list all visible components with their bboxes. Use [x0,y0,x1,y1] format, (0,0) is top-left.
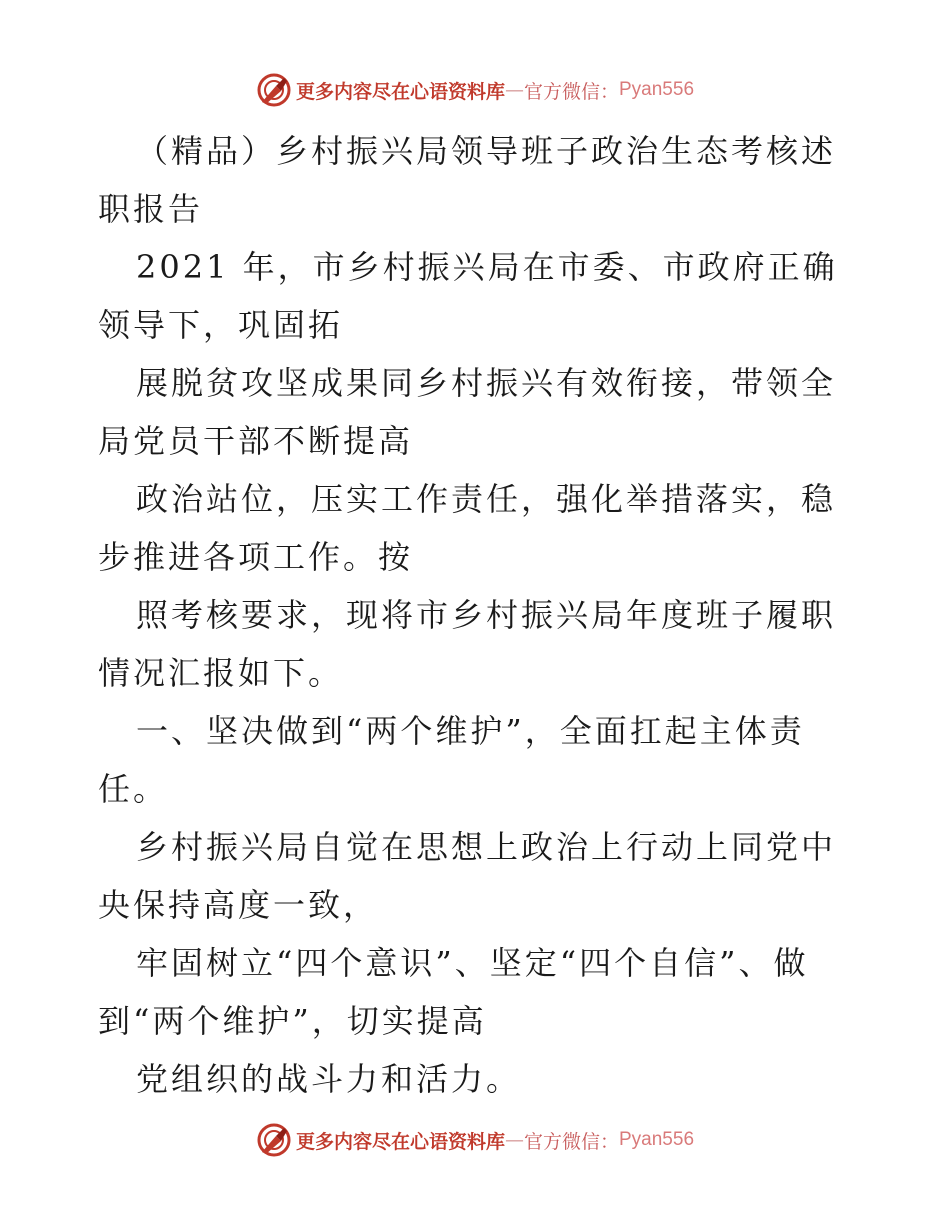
paragraph-8: 党组织的战斗力和活力。 [136,1060,522,1098]
pen-logo-icon [256,1122,292,1158]
banner-dash: — [504,1129,524,1151]
paragraph-7: 牢固树立“四个意识”、坚定“四个自信”、做到“两个维护”，切实提高 [98,944,809,1040]
paragraph-2: 展脱贫攻坚成果同乡村振兴有效衔接，带领全局党员干部不断提高 [98,364,837,460]
banner-dash: — [504,79,524,101]
paragraph-6: 乡村振兴局自觉在思想上政治上行动上同党中央保持高度一致， [98,828,837,924]
banner-wechat-id: Pyan556 [619,79,695,100]
banner-official-label: 官方微信： [523,80,619,103]
paragraph-4: 照考核要求，现将市乡村振兴局年度班子履职情况汇报如下。 [98,596,837,692]
section-heading-1: 一、坚决做到“两个维护”，全面扛起主体责任。 [98,712,805,808]
pen-logo-icon [256,72,292,108]
paragraph-3: 政治站位，压实工作责任，强化举措落实，稳步推进各项工作。按 [98,480,837,576]
banner-brand-text: 更多内容尽在心语资料库 [295,1130,505,1153]
banner-brand-text: 更多内容尽在心语资料库 [295,80,505,103]
paragraph-1: 2021 年，市乡村振兴局在市委、市政府正确领导下，巩固拓 [98,248,838,344]
banner-wechat-id: Pyan556 [619,1129,695,1150]
footer-watermark-banner [0,1120,950,1160]
header-watermark-banner [0,70,950,110]
document-body [98,122,852,1108]
document-title: （精品）乡村振兴局领导班子政治生态考核述职报告 [98,132,837,228]
banner-official-label: 官方微信： [523,1130,619,1153]
